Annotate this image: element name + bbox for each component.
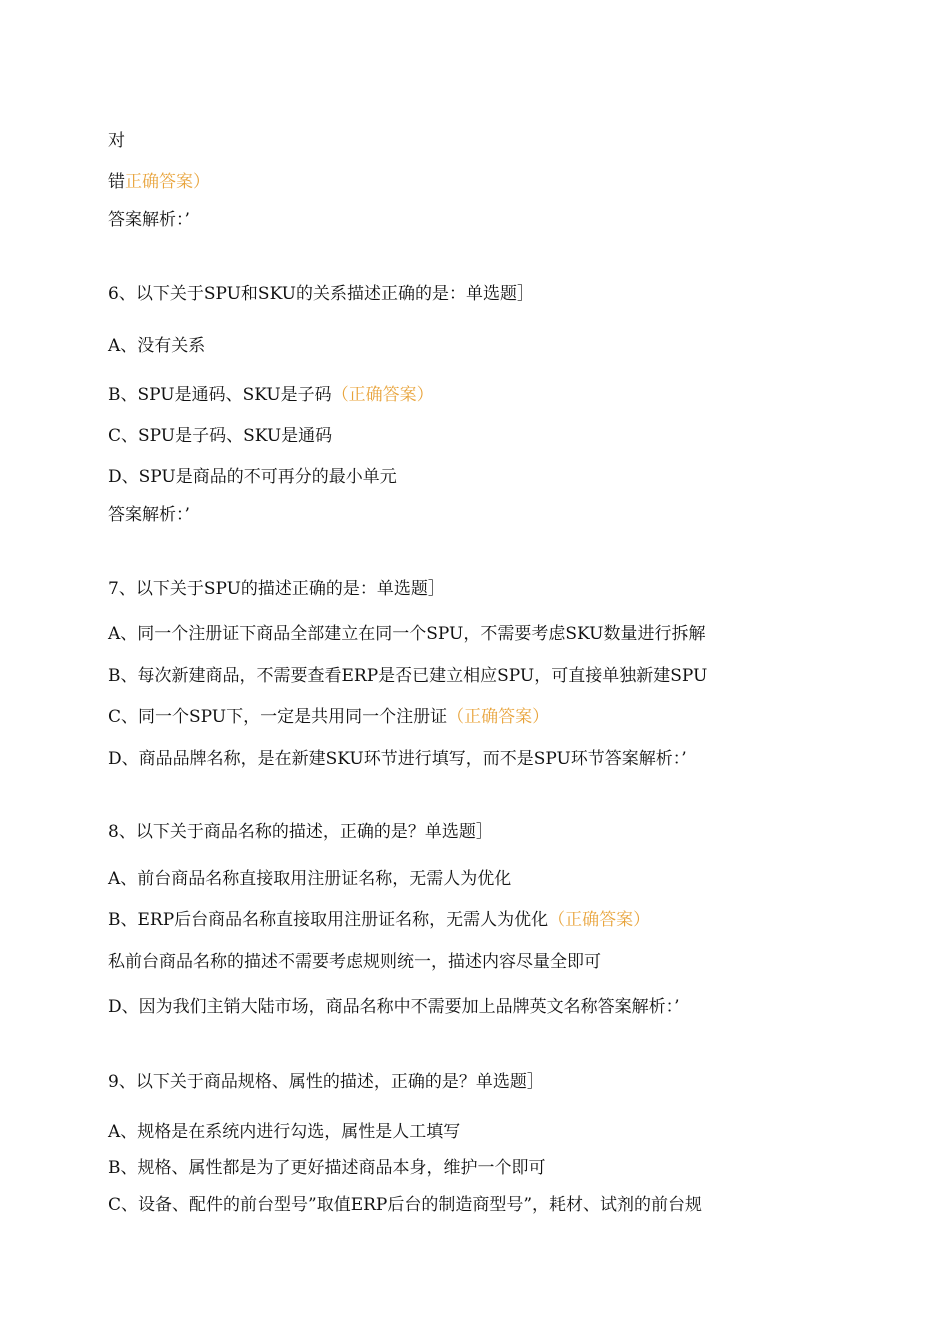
q6-option-b — [108, 384, 434, 406]
option-false — [108, 171, 210, 193]
q7-option-d: D、商品品牌名称，是在新建SKU环节进行填写，而不是SPU环节答案解析：’ — [108, 749, 687, 769]
q6-answer-analysis: 答案解析：’ — [108, 505, 190, 525]
q9-option-b: B、规格、属性都是为了更好描述商品本身，维护一个即可 — [108, 1158, 546, 1178]
q6-option-c: C、SPU是子码、SKU是通码 — [108, 426, 333, 446]
q8-option-d: D、因为我们主销大陆市场，商品名称中不需要加上品牌英文名称答案解析：’ — [108, 997, 680, 1017]
correct-answer-mark: 正确答案） — [125, 172, 210, 192]
correct-answer-mark: （正确答案） — [331, 385, 434, 405]
option-text: B、SPU是通码、SKU是子码 — [108, 385, 332, 405]
q8-option-a: A、前台商品名称直接取用注册证名称，无需人为优化 — [108, 869, 512, 889]
question-8: 8、以下关于商品名称的描述，正确的是？单选题］ — [108, 822, 493, 842]
question-7: 7、以下关于SPU的描述正确的是：单选题］ — [108, 579, 445, 599]
q9-option-c: C、设备、配件的前台型号”取值ERP后台的制造商型号”，耗材、试剂的前台规 — [108, 1195, 703, 1215]
answer-analysis: 答案解析：’ — [108, 210, 190, 230]
q6-option-d: D、SPU是商品的不可再分的最小单元 — [108, 467, 397, 487]
q8-option-b — [108, 909, 650, 931]
q7-option-c — [108, 706, 549, 728]
q9-option-a: A、规格是在系统内进行勾选，属性是人工填写 — [108, 1122, 461, 1142]
question-9: 9、以下关于商品规格、属性的描述，正确的是？单选题］ — [108, 1072, 544, 1092]
option-true: 对 — [108, 131, 125, 151]
correct-answer-mark: （正确答案） — [447, 707, 550, 727]
question-6: 6、以下关于SPU和SKU的关系描述正确的是：单选题］ — [108, 284, 534, 304]
option-text: 错 — [108, 172, 125, 192]
q8-option-c: 私前台商品名称的描述不需要考虑规则统一，描述内容尽量全即可 — [108, 952, 601, 972]
q7-option-b: B、每次新建商品，不需要查看ERP是否已建立相应SPU，可直接单独新建SPU — [108, 666, 708, 686]
option-text: C、同一个SPU下，一定是共用同一个注册证 — [108, 707, 448, 727]
correct-answer-mark: （正确答案） — [548, 910, 651, 930]
option-text: B、ERP后台商品名称直接取用注册证名称，无需人为优化 — [108, 910, 549, 930]
q6-option-a: A、没有关系 — [108, 336, 206, 356]
q7-option-a: A、同一个注册证下商品全部建立在同一个SPU，不需要考虑SKU数量进行拆解 — [108, 624, 706, 644]
